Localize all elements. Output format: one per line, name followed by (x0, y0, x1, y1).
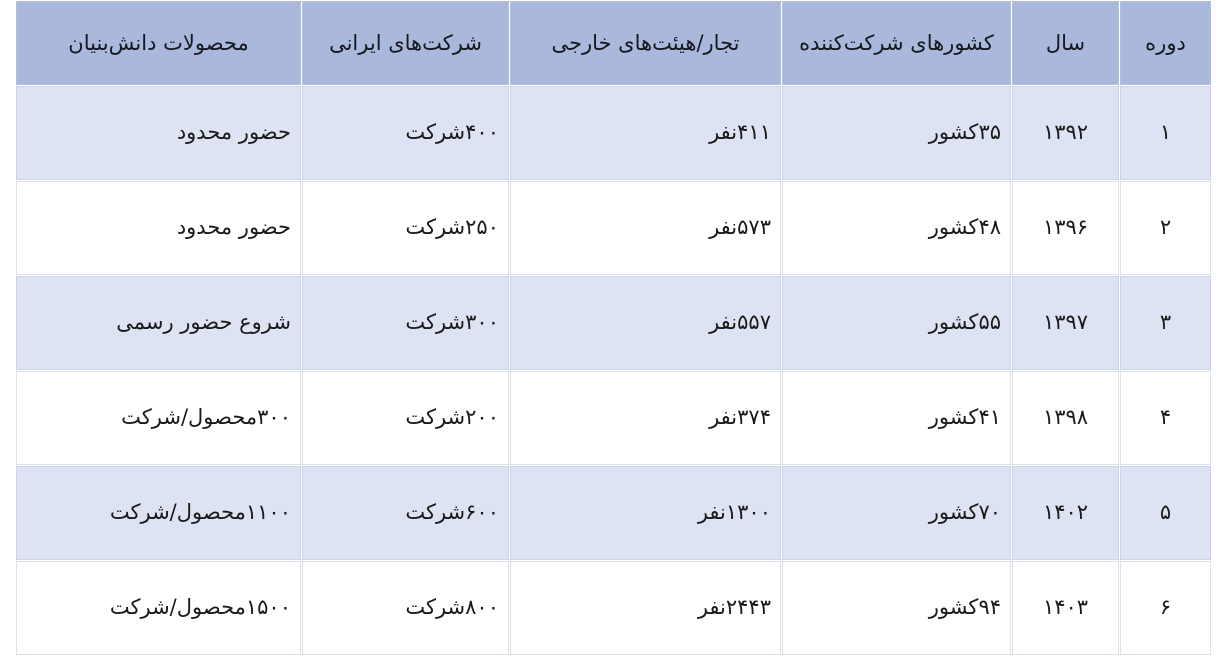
cell-sherkat: ۸۰۰شرکت (302, 561, 510, 656)
cell-sherkat: ۴۰۰شرکت (302, 86, 510, 181)
cell-sal: ۱۴۰۲ (1012, 466, 1120, 561)
cell-dore: ۵ (1120, 466, 1212, 561)
cell-keshvar: ۴۸کشور (782, 181, 1012, 276)
cell-tojjar: ۵۵۷نفر (510, 276, 782, 371)
column-header-dore: دوره (1120, 1, 1212, 86)
cell-dore: ۶ (1120, 561, 1212, 656)
cell-dore: ۴ (1120, 371, 1212, 466)
cell-keshvar: ۳۵کشور (782, 86, 1012, 181)
cell-keshvar: ۴۱کشور (782, 371, 1012, 466)
cell-sal: ۱۳۹۶ (1012, 181, 1120, 276)
cell-mahsool: ۳۰۰محصول/شرکت (16, 371, 302, 466)
cell-mahsool: ۱۵۰۰محصول/شرکت (16, 561, 302, 656)
cell-sal: ۱۴۰۳ (1012, 561, 1120, 656)
cell-sal: ۱۳۹۲ (1012, 86, 1120, 181)
column-header-tojjar: تجار/هیئت‌های خارجی (510, 1, 782, 86)
table-row (16, 371, 1212, 466)
table-row (16, 561, 1212, 656)
cell-sherkat: ۲۰۰شرکت (302, 371, 510, 466)
cell-sherkat: ۳۰۰شرکت (302, 276, 510, 371)
table-row (16, 181, 1212, 276)
cell-sal: ۱۳۹۷ (1012, 276, 1120, 371)
cell-dore: ۱ (1120, 86, 1212, 181)
cell-keshvar: ۹۴کشور (782, 561, 1012, 656)
statistics-table (15, 0, 1212, 656)
column-header-mahsool: محصولات دانش‌بنیان (16, 1, 302, 86)
table-body (16, 86, 1212, 656)
cell-mahsool: ۱۱۰۰محصول/شرکت (16, 466, 302, 561)
table-row (16, 86, 1212, 181)
table-header (16, 1, 1212, 86)
cell-sal: ۱۳۹۸ (1012, 371, 1120, 466)
cell-keshvar: ۷۰کشور (782, 466, 1012, 561)
cell-sherkat: ۶۰۰شرکت (302, 466, 510, 561)
cell-tojjar: ۲۴۴۳نفر (510, 561, 782, 656)
cell-keshvar: ۵۵کشور (782, 276, 1012, 371)
table-header-row (16, 1, 1212, 86)
cell-mahsool: شروع حضور رسمی (16, 276, 302, 371)
column-header-keshvar: کشورهای شرکت‌کننده (782, 1, 1012, 86)
table-row (16, 276, 1212, 371)
column-header-sal: سال (1012, 1, 1120, 86)
cell-tojjar: ۱۳۰۰نفر (510, 466, 782, 561)
column-header-sherkat: شرکت‌های ایرانی (302, 1, 510, 86)
cell-dore: ۲ (1120, 181, 1212, 276)
cell-mahsool: حضور محدود (16, 181, 302, 276)
table-row (16, 466, 1212, 561)
cell-tojjar: ۴۱۱نفر (510, 86, 782, 181)
cell-sherkat: ۲۵۰شرکت (302, 181, 510, 276)
cell-tojjar: ۵۷۳نفر (510, 181, 782, 276)
cell-mahsool: حضور محدود (16, 86, 302, 181)
cell-tojjar: ۳۷۴نفر (510, 371, 782, 466)
cell-dore: ۳ (1120, 276, 1212, 371)
